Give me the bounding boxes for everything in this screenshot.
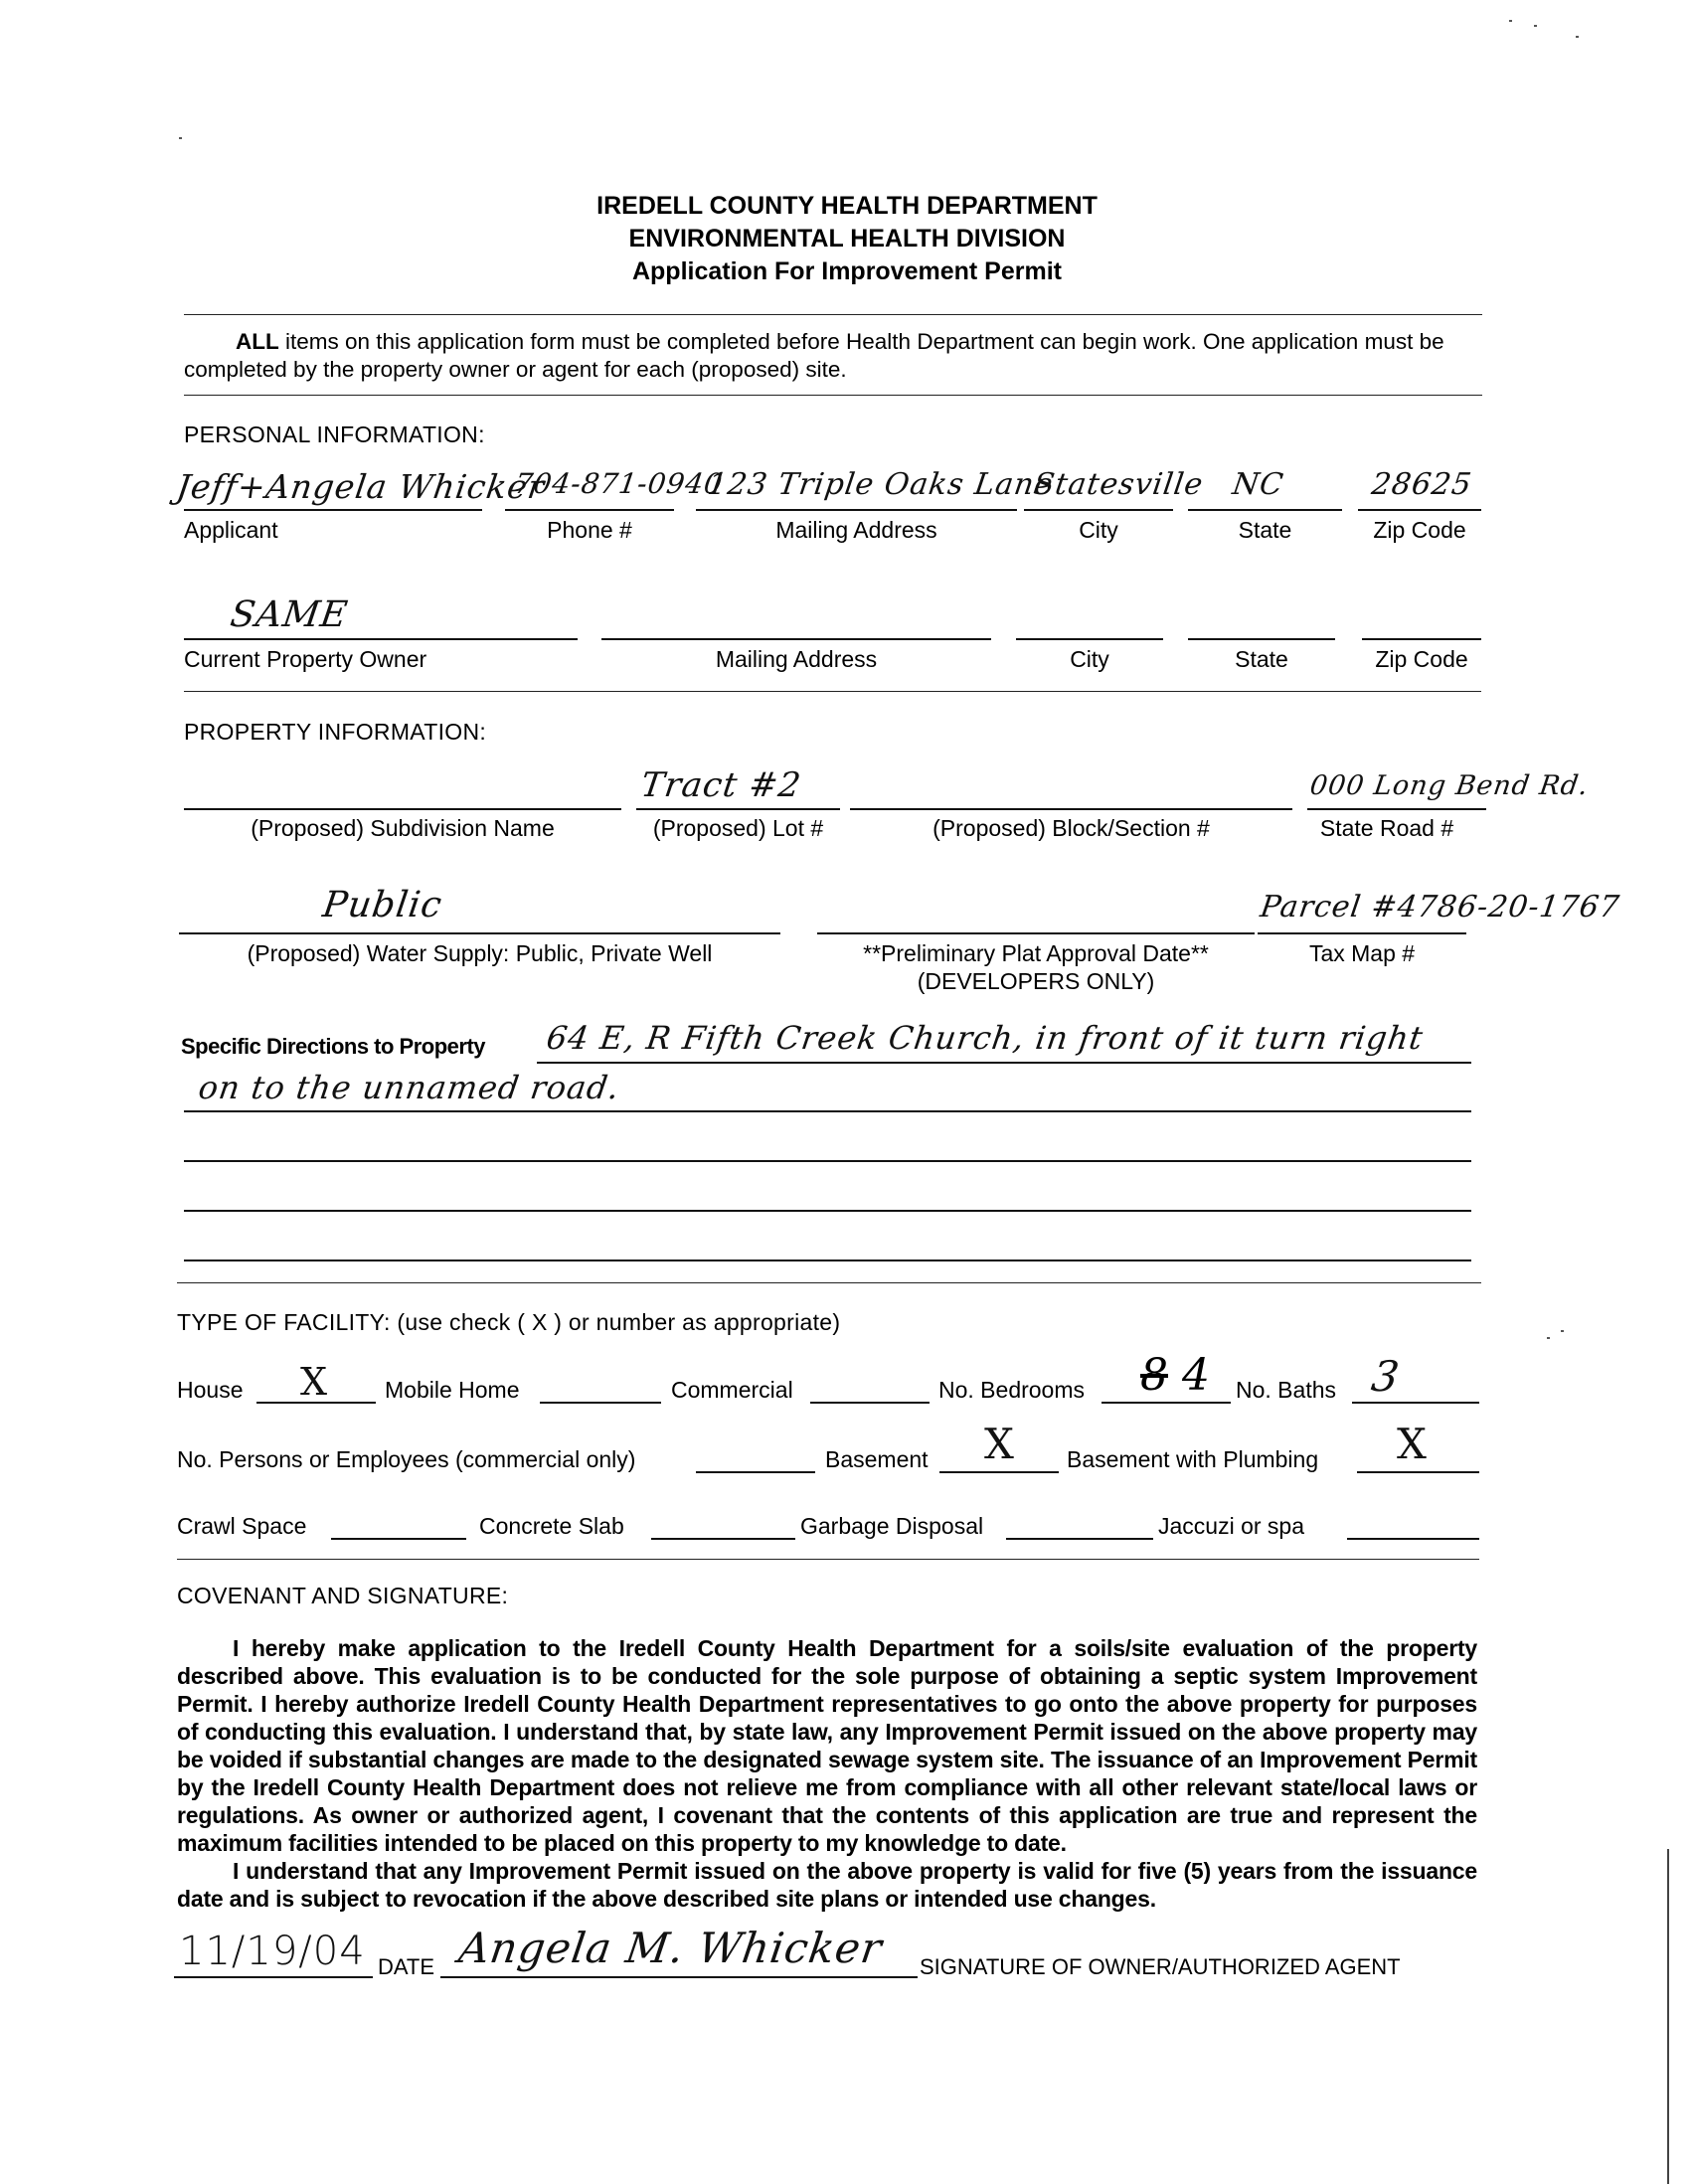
divider bbox=[177, 1282, 1481, 1283]
garbage-disposal-line[interactable] bbox=[1006, 1538, 1153, 1540]
jacuzzi-label: Jaccuzi or spa bbox=[1158, 1513, 1305, 1539]
covenant-paragraph-2: I understand that any Improvement Permit issued on the above property is valid for five (5) years from the issuance date and is subject to revocation if the above described site plans or intended use changes. bbox=[177, 1858, 1477, 1912]
lot-line bbox=[636, 808, 840, 810]
lot-value[interactable]: Tract #2 bbox=[638, 765, 804, 805]
city-line bbox=[1024, 509, 1173, 511]
applicant-label: Applicant bbox=[184, 517, 278, 543]
scan-speck bbox=[1509, 20, 1512, 22]
personal-info-heading: PERSONAL INFORMATION: bbox=[184, 421, 485, 447]
basement-line bbox=[939, 1471, 1059, 1473]
house-label: House bbox=[177, 1377, 244, 1403]
instructions-text: items on this application form must be completed before Health Department can begin work. One application must be completed by the property owner or agent for each (proposed) site. bbox=[184, 329, 1444, 382]
water-supply-value[interactable]: Public bbox=[320, 885, 445, 925]
lot-label: (Proposed) Lot # bbox=[652, 815, 824, 841]
tax-map-label: Tax Map # bbox=[1308, 940, 1416, 966]
owner-mailing-address-label: Mailing Address bbox=[715, 646, 878, 672]
city-label: City bbox=[1079, 517, 1118, 543]
date-label: DATE bbox=[378, 1954, 435, 1979]
plat-date-note: (DEVELOPERS ONLY) bbox=[917, 968, 1155, 994]
garbage-disposal-label: Garbage Disposal bbox=[800, 1513, 984, 1539]
owner-mailing-address-line[interactable] bbox=[601, 638, 991, 640]
jacuzzi-line[interactable] bbox=[1347, 1538, 1479, 1540]
state-road-line bbox=[1307, 808, 1486, 810]
bedrooms-line bbox=[1101, 1402, 1231, 1404]
date-value[interactable]: 11/19/04 bbox=[179, 1929, 366, 1974]
phone-label: Phone # bbox=[547, 517, 632, 543]
facility-heading: TYPE OF FACILITY: (use check ( X ) or number as appropriate) bbox=[177, 1309, 841, 1335]
plat-date-label: **Preliminary Plat Approval Date** bbox=[863, 940, 1209, 966]
divider bbox=[184, 395, 1482, 396]
divider bbox=[177, 1559, 1479, 1560]
zip-label: Zip Code bbox=[1373, 517, 1466, 543]
directions-rule-5[interactable] bbox=[184, 1260, 1471, 1261]
block-line[interactable] bbox=[850, 808, 1292, 810]
signature-line bbox=[440, 1976, 918, 1978]
basement-value[interactable]: X bbox=[984, 1420, 1015, 1468]
owner-state-line[interactable] bbox=[1188, 638, 1335, 640]
baths-line bbox=[1352, 1402, 1479, 1404]
owner-label: Current Property Owner bbox=[184, 646, 427, 672]
concrete-slab-line[interactable] bbox=[651, 1538, 795, 1540]
applicant-value[interactable]: Jeff+Angela Whicker bbox=[174, 467, 548, 506]
instructions-lead: ALL bbox=[236, 329, 279, 354]
directions-line1[interactable]: 64 E, R Fifth Creek Church, in front of it turn right bbox=[544, 1019, 1427, 1057]
basement-plumbing-line bbox=[1357, 1471, 1479, 1473]
scan-speck bbox=[1547, 1337, 1550, 1339]
baths-value[interactable]: 3 bbox=[1368, 1352, 1404, 1401]
date-line bbox=[174, 1976, 373, 1978]
state-value[interactable]: NC bbox=[1230, 467, 1286, 502]
tax-map-line bbox=[1258, 932, 1466, 934]
plat-date-line[interactable] bbox=[817, 932, 1255, 934]
owner-zip-label: Zip Code bbox=[1375, 646, 1468, 672]
water-supply-line bbox=[179, 932, 780, 934]
block-label: (Proposed) Block/Section # bbox=[932, 815, 1210, 841]
directions-rule-4[interactable] bbox=[184, 1210, 1471, 1212]
divider bbox=[184, 314, 1482, 315]
covenant-text bbox=[177, 1634, 1477, 1913]
tax-map-value[interactable]: Parcel #4786-20-1767 bbox=[1258, 890, 1622, 924]
water-supply-label: (Proposed) Water Supply: Public, Private Well bbox=[247, 940, 713, 966]
state-label: State bbox=[1238, 517, 1292, 543]
directions-label: Specific Directions to Property bbox=[181, 1034, 486, 1059]
applicant-line bbox=[184, 509, 482, 511]
signature-value[interactable]: Angela M. Whicker bbox=[455, 1924, 886, 1972]
scan-speck bbox=[1561, 1330, 1564, 1332]
persons-line[interactable] bbox=[696, 1471, 815, 1473]
owner-state-label: State bbox=[1235, 646, 1288, 672]
phone-line bbox=[505, 509, 674, 511]
crawl-space-line[interactable] bbox=[331, 1538, 466, 1540]
scan-speck bbox=[1534, 25, 1537, 27]
owner-zip-line[interactable] bbox=[1362, 638, 1481, 640]
signature-label: SIGNATURE OF OWNER/AUTHORIZED AGENT bbox=[920, 1954, 1401, 1979]
zip-line bbox=[1358, 509, 1481, 511]
mailing-address-line bbox=[696, 509, 1017, 511]
commercial-line[interactable] bbox=[810, 1402, 930, 1404]
state-road-value[interactable]: 000 Long Bend Rd. bbox=[1307, 770, 1592, 801]
department-title: IREDELL COUNTY HEALTH DEPARTMENT bbox=[596, 192, 1098, 220]
baths-label: No. Baths bbox=[1236, 1377, 1336, 1403]
zip-value[interactable]: 28625 bbox=[1369, 467, 1474, 502]
property-info-heading: PROPERTY INFORMATION: bbox=[184, 719, 487, 745]
mobile-home-label: Mobile Home bbox=[385, 1377, 520, 1403]
directions-line2[interactable]: on to the unnamed road. bbox=[196, 1069, 622, 1106]
owner-city-label: City bbox=[1070, 646, 1109, 672]
mailing-address-label: Mailing Address bbox=[775, 517, 937, 543]
bedrooms-final-value: 4 bbox=[1182, 1350, 1210, 1401]
house-line bbox=[256, 1402, 376, 1404]
covenant-paragraph-1: I hereby make application to the Iredell County Health Department for a soils/site evaluation of the property described above. This evaluation is to be conducted for the sole purpose of obtaining a septic system Improvement Permit. I hereby authorize Iredell County Health Department representatives to go onto the above property for purposes of conducting this evaluation. I understand that, by state law, any Improvement Permit issued on the above property may be voided if substantial changes are made to the designated sewage system site. The issuance of an Improvement Permit by the Iredell County Health Department does not relieve me from compliance with all other relevant state/local laws or regulations. As owner or authorized agent, I covenant that the contents of this application are true and represent the maximum facilities intended to be placed on this property to my knowledge to date. bbox=[177, 1635, 1477, 1856]
directions-rule-3[interactable] bbox=[184, 1160, 1471, 1162]
instructions bbox=[184, 328, 1486, 384]
bedrooms-label: No. Bedrooms bbox=[938, 1377, 1086, 1403]
covenant-heading: COVENANT AND SIGNATURE: bbox=[177, 1583, 509, 1608]
basement-label: Basement bbox=[825, 1446, 929, 1472]
form-title: Application For Improvement Permit bbox=[631, 257, 1062, 285]
bedrooms-value[interactable] bbox=[1140, 1350, 1210, 1401]
concrete-slab-label: Concrete Slab bbox=[479, 1513, 624, 1539]
basement-plumbing-value[interactable]: X bbox=[1397, 1420, 1428, 1468]
bedrooms-struck-value: 8 bbox=[1140, 1350, 1168, 1401]
mobile-home-line[interactable] bbox=[540, 1402, 661, 1404]
house-value[interactable]: X bbox=[300, 1360, 329, 1404]
state-line bbox=[1188, 509, 1342, 511]
city-value[interactable]: Statesville bbox=[1031, 467, 1206, 502]
state-road-label: State Road # bbox=[1319, 815, 1454, 841]
subdivision-line[interactable] bbox=[184, 808, 621, 810]
owner-line bbox=[184, 638, 578, 640]
mailing-address-value[interactable]: 123 Triple Oaks Lane bbox=[705, 467, 1056, 502]
directions-rule-1 bbox=[537, 1062, 1471, 1064]
scan-speck bbox=[179, 137, 182, 139]
persons-label: No. Persons or Employees (commercial only) bbox=[177, 1446, 636, 1472]
scan-speck bbox=[1576, 36, 1579, 38]
crawl-space-label: Crawl Space bbox=[177, 1513, 307, 1539]
owner-city-line[interactable] bbox=[1016, 638, 1163, 640]
divider bbox=[184, 691, 1481, 692]
division-title: ENVIRONMENTAL HEALTH DIVISION bbox=[628, 225, 1066, 252]
basement-plumbing-label: Basement with Plumbing bbox=[1067, 1446, 1319, 1472]
subdivision-label: (Proposed) Subdivision Name bbox=[251, 815, 555, 841]
phone-value[interactable]: 704-871-0940 bbox=[512, 467, 726, 500]
scan-edge-mark bbox=[1667, 1849, 1669, 2184]
directions-rule-2 bbox=[184, 1110, 1471, 1112]
owner-value[interactable]: SAME bbox=[228, 594, 351, 635]
commercial-label: Commercial bbox=[671, 1377, 793, 1403]
